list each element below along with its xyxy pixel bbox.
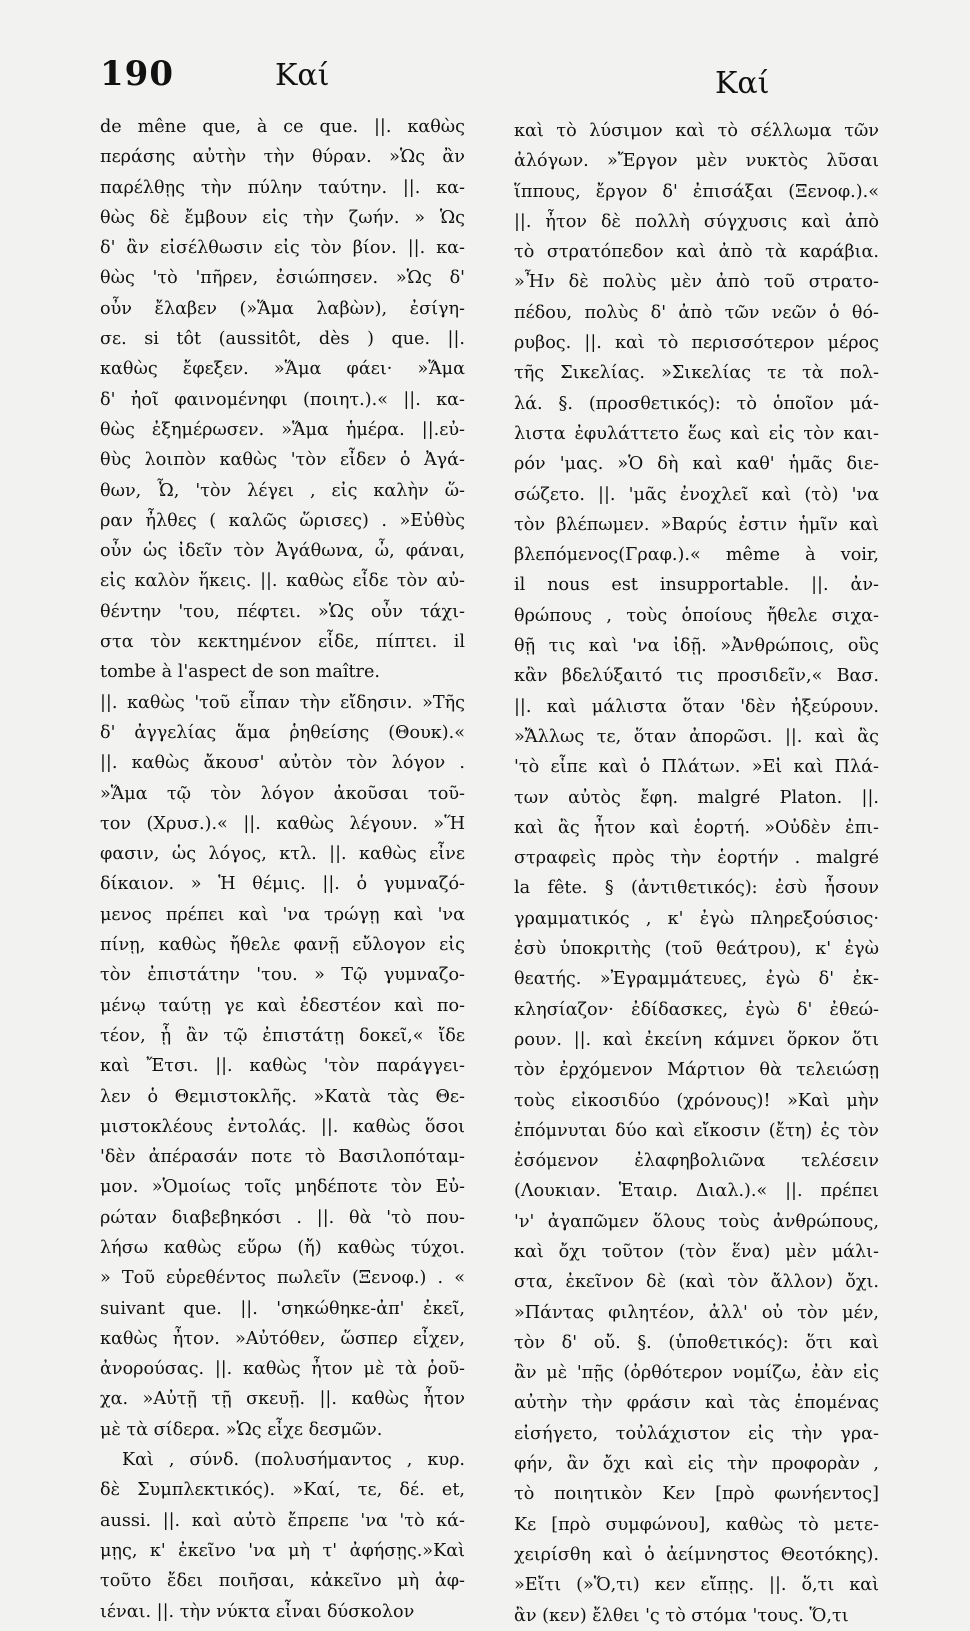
text-line: λήσω καθὼς εὕρω (ἤ) καθὼς τύχοι. [100,1237,465,1258]
text-line: ἵππους, ἔργον δ' ἐπισάξαι (Ξενοφ.).« [514,181,879,202]
text-line: τέον, ᾗ ἂν τῷ ἐπιστάτῃ δοκεῖ,« ἴδε [100,1025,465,1046]
text-line: καθὼς ἔφεξεν. »Ἅμα φάει· »Ἅμα [100,359,465,380]
text-line: στα, ἐκεῖνον δὲ (καὶ τὸν ἄλλον) ὄχι. [514,1272,879,1293]
text-line: κἂν βδελύξαιτό τις προσιδεῖν,« Βασ. [514,666,879,687]
text-line: τὸ στρατόπεδον καὶ ἀπὸ τὰ καράβια. [514,242,879,263]
text-line: τὸν βλέπωμεν. »Βαρύς ἐστιν ἡμῖν καὶ [514,514,879,535]
text-line: θὼς δὲ ἔμβουν εἰς τὴν ζωήν. » Ὡς [100,207,465,228]
text-line: φασιν, ὡς λόγος, κτλ. ||. καθὼς εἶνε [100,844,465,865]
text-line: θὼς 'τὸ 'πῆρεν, ἐσιώπησεν. »Ὡς δ' [100,268,465,289]
text-line: φήν, ἂν ὄχι καὶ εἰς τὴν προφορὰν , [514,1454,879,1475]
text-line: βλεπόμενος(Γραφ.).« même à voir, [514,545,879,566]
text-line: ραν ἦλθες ( καλῶς ὥρισες) . »Εὐθὺς [100,510,465,531]
text-line: θρώπους , τοὺς ὁποίους ἤθελε σιχα- [514,605,879,626]
text-line: εἰς καλὸν ἥκεις. ||. καθὼς εἶδε τὸν αὐ- [100,571,465,592]
text-line: δίκαιον. » Ἡ θέμις. ||. ὁ γυμναζό- [100,874,465,895]
running-title-left: Καί [275,58,330,93]
text-line: »Ἅμα τῷ τὸν λόγον ἀκοῦσαι τοῦ- [100,783,465,804]
text-line: ἀλόγων. »Ἔργον μὲν νυκτὸς λῦσαι [514,151,879,172]
text-line: ||. ἦτον δὲ πολλὴ σύγχυσις καὶ ἀπὸ [514,211,879,232]
text-line: μένῳ ταύτῃ γε καὶ ἐδεστέον καὶ πο- [100,995,465,1016]
running-title-right: Καί [715,66,770,101]
text-line: (Λουκιαν. Ἑταιρ. Διαλ.).« ||. πρέπει [514,1181,879,1202]
text-columns [100,112,940,1626]
text-line: de mêne que, à ce que. ||. καθὼς [100,117,465,137]
text-line: ιέναι. ||. τὴν νύκτα εἶναι δύσκολον [100,1601,415,1622]
text-line: περάσης αὐτὴν τὴν θύραν. »Ὡς ἂν [100,147,465,168]
text-line: δὲ Συμπλεκτικός). »Καί, τε, δέ. et, [100,1480,465,1501]
text-line: »Εἴτι (»Ὅ,τι) κεν εἴπῃς. ||. ὅ,τι καὶ [514,1575,879,1596]
text-line: κλησίαζον· ἐδίδασκες, ἐγὼ δ' ἐθεώ- [514,999,879,1020]
text-line: τὸν ἐρχόμενον Μάρτιον θὰ τελειώσῃ [514,1060,879,1081]
text-line: στραφεὶς πρὸς τὴν ἑορτήν . malgré [514,848,879,869]
text-line: μενος πρέπει καὶ 'να τρώγῃ καὶ 'να [100,904,465,925]
text-line: μῃς, κ' ἐκεῖνο 'να μὴ τ' ἀφήσῃς.»Καὶ [100,1540,465,1561]
text-line: δ' ἀγγελίας ἅμα ῥηθείσης (Θουκ).« [100,722,465,743]
text-line: 'τὸ εἶπε καὶ ὁ Πλάτων. »Εἰ καὶ Πλά- [514,757,879,778]
text-line: τοῦτο ἔδει ποιῆσαι, κἀκεῖνο μὴ ἀφ- [100,1571,465,1592]
text-line: οὖν ἔλαβεν (»Ἅμα λαβὼν), ἐσίγη- [100,298,465,319]
text-line: il nous est insupportable. ||. ἀν- [514,575,879,596]
text-line: καὶ Ἔτσι. ||. καθὼς 'τὸν παράγγει- [100,1056,465,1077]
text-line: » Τοῦ εὑρεθέντος πωλεῖν (Ξενοφ.) . « [100,1268,465,1289]
text-line: ἂν μὲ 'πῇς (ὀρθότερον νομίζω, ἐὰν εἰς [514,1363,879,1384]
text-line: 'δὲν ἀπέρασάν ποτε τὸ Βασιλοπόταμ- [100,1147,465,1168]
text-line: οὖν ὡς ἰδεῖν τὸν Ἀγάθωνα, ὦ, φάναι, [100,541,465,562]
page-header [0,52,970,100]
text-line: »Ἄλλως τε, ὅταν ἀπορῶσι. ||. καὶ ἂς [514,726,879,747]
text-line: aussi. ||. καὶ αὐτὸ ἔπρεπε 'να 'τὸ κά- [100,1510,465,1531]
text-line: ἀνορούσας. ||. καθὼς ἦτον μὲ τὰ ῥοῦ- [100,1359,465,1380]
text-line: καὶ τὸ λύσιμον καὶ τὸ σέλλωμα τῶν [514,121,879,141]
text-line: μὲ τὰ σίδερα. »Ὡς εἶχε δεσμῶν. [100,1419,383,1440]
text-line: ρώταν διαβεβηκόσι . ||. θὰ 'τὸ που- [100,1207,465,1228]
left-column [100,112,465,1627]
text-line: παρέλθῃς τὴν πύλην ταύτην. ||. κα- [100,177,465,198]
text-line: πίνῃ, καθὼς ἤθελε φανῇ εὔλογον εἰς [100,935,465,956]
text-line: τὸν δ' οὔ. §. (ὑποθετικός): ὅτι καὶ [514,1332,879,1353]
right-column [514,116,879,1631]
text-line: καὶ ἂς ἦτον καὶ ἑορτή. »Οὐδὲν ἐπι- [514,817,879,838]
text-line: 'ν' ἀγαπῶμεν ὅλους τοὺς ἀνθρώπους, [514,1211,879,1232]
text-line: στα τὸν κεκτημένον εἶδε, πίπτει. il [100,632,465,653]
text-line: μον. »Ὁμοίως τοῖς μηδέποτε τὸν Εὐ- [100,1177,465,1198]
text-line: σε. si tôt (aussitôt, dès ) que. ||. [100,329,465,350]
text-line: των αὐτὸς ἔφη. malgré Platon. ||. [514,787,879,808]
text-line: δ' ἂν εἰσέλθωσιν εἰς τὸν βίον. ||. κα- [100,238,465,259]
text-line: ἂν (κεν) ἔλθει 'ς τὸ στόμα 'τους. Ὅ,τι [514,1605,849,1626]
text-line: ρυβος. ||. καὶ τὸ περισσότερον μέρος [514,333,879,354]
text-line: καὶ ὄχι τοῦτον (τὸν ἕνα) μὲν μάλι- [514,1241,879,1262]
text-line: τὸν ἐπιστάτην 'του. » Τῷ γυμναζο- [100,965,465,986]
text-line: δ' ἠοῖ φαινομένηφι (ποιητ.).« ||. κα- [100,389,465,410]
text-line: τον (Χρυσ.).« ||. καθὼς λέγουν. »Ἥ [100,813,465,834]
text-line: αὐτὴν τὴν φράσιν καὶ τὰς ἑπομένας [514,1393,879,1414]
text-line: Κε [πρὸ συμφώνου], καθὼς τὸ μετε- [514,1514,879,1535]
text-line: χα. »Αὐτῇ τῇ σκευῇ. ||. καθὼς ἦτον [100,1389,465,1410]
text-line: ρόν 'μας. »Ὁ δὴ καὶ καθ' ἡμᾶς διε- [514,454,879,475]
text-line: ||. καθὼς 'τοῦ εἶπαν τὴν εἴδησιν. »Τῆς [100,692,465,713]
text-line: τῆς Σικελίας. »Σικελίας τε τὰ πολ- [514,363,879,384]
text-line: γραμματικός , κ' ἐγὼ πληρεξούσιος· [514,908,879,929]
text-line: λά. §. (προσθετικός): τὸ ὁποῖον μά- [514,393,879,414]
text-line: la fête. § (ἀντιθετικός): ἐσὺ ἦσουν [514,878,879,899]
text-line: ἐσὺ ὑποκριτὴς (τοῦ θεάτρου), κ' ἐγὼ [514,939,879,960]
text-line: τὸ ποιητικὸν Κεν [πρὸ φωνήεντος] [514,1484,879,1505]
text-line: θὼς ἐξημέρωσεν. »Ἅμα ἡμέρα. ||.εὐ- [100,419,465,440]
text-line: θων, Ὦ, 'τὸν λέγει , εἰς καλὴν ὥ- [100,480,465,501]
text-line: Καὶ , σύνδ. (πολυσήμαντος , κυρ. [122,1450,465,1471]
text-line: λεν ὁ Θεμιστοκλῆς. »Κατὰ τὰς Θε- [100,1086,465,1107]
text-line: »Ἦν δὲ πολὺς μὲν ἀπὸ τοῦ στρατο- [514,272,879,293]
text-line: πέδου, πολὺς δ' ἀπὸ τῶν νεῶν ὁ θό- [514,302,879,323]
text-line: θῇ τις καὶ 'να ἰδῇ. »Ἀνθρώποις, οὓς [514,636,879,657]
text-line: ἐσόμενον ἐλαφηβολιῶνα τελέσειν [514,1151,879,1172]
text-line: θέντην 'του, πέφτει. »Ὡς οὖν τάχι- [100,601,465,622]
text-line: suivant que. ||. 'σηκώθηκε-ἀπ' ἐκεῖ, [100,1298,465,1319]
text-line: »Πάντας φιλητέον, ἀλλ' οὐ τὸν μέν, [514,1302,879,1323]
text-line: μιστοκλέους ἐντολάς. ||. καθὼς ὅσοι [100,1116,465,1137]
text-line: τοὺς εἰκοσιδύο (χρόνους)! »Καὶ μὴν [514,1090,879,1111]
text-line: θὺς λοιπὸν καθὼς 'τὸν εἶδεν ὁ Ἀγά- [100,450,465,471]
text-line: ||. καθὼς ἄκουσ' αὐτὸν τὸν λόγον . [100,753,465,774]
text-line: ||. καὶ μάλιστα ὅταν 'δὲν ἠξεύρουν. [514,696,879,717]
text-line: εἰσήγετο, τοὐλάχιστον εἰς τὴν γρα- [514,1423,879,1444]
text-line: λιστα ἐφυλάττετο ἕως καὶ εἰς τὸν και- [514,423,879,444]
text-line: ἐπόμνυται δύο καὶ εἴκοσιν (ἔτη) ἐς τὸν [514,1120,879,1141]
text-line: καθὼς ἦτον. »Αὐτόθεν, ὥσπερ εἶχεν, [100,1328,465,1349]
text-line: ρουν. ||. καὶ ἐκείνη κάμνει ὅρκον ὅτι [514,1029,879,1050]
text-line: tombe à l'aspect de son maître. [100,662,380,683]
text-line: χειρίσθη καὶ ὁ ἀείμνηστος Θεοτόκης). [514,1544,879,1565]
text-line: σώζετο. ||. 'μᾶς ἐνοχλεῖ καὶ (τὸ) 'να [514,484,879,505]
page-number: 190 [100,54,174,94]
text-line: θεατής. »Ἐγραμμάτευες, ἐγὼ δ' ἐκ- [514,969,879,990]
